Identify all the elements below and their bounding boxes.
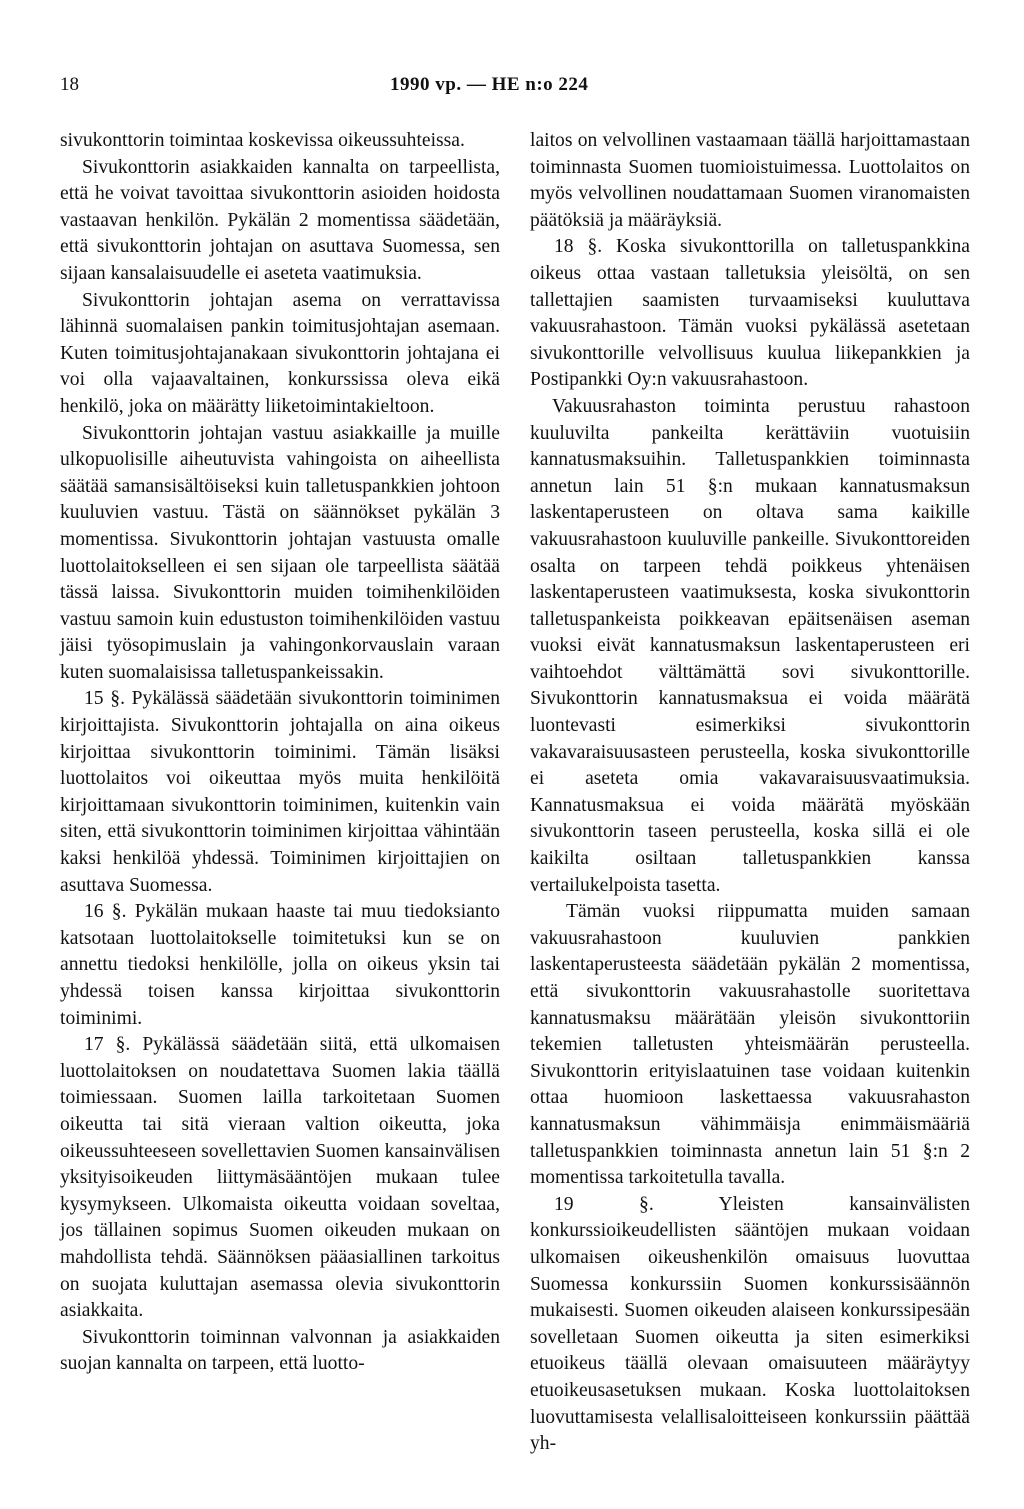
page-header	[60, 74, 980, 104]
left-column	[60, 128, 500, 1378]
paragraph: Tämän vuoksi riippumatta muiden samaan vakuusrahastoon kuuluvien pankkien laskentaperusteesta säädetään pykälän 2 momentissa, että sivukonttorin vakuusrahastolle suoritettava kannatusmaksu määrätään yleisön sivukonttoriin tekemien talletusten yhteismäärän perusteella. Sivukonttorin erityislaatuinen tase voidaan kuitenkin ottaa huomioon laskettaessa vakuusrahaston kannatusmaksun vähimmäisja enimmäismääriä talletuspankkien toiminnasta annetun lain 51 §:n 2 momentissa tarkoitetulla tavalla.	[530, 901, 970, 1189]
paragraph: Vakuusrahaston toiminta perustuu rahastoon kuuluvilta pankeilta kerättäviin vuotuisiin kannatusmaksuihin. Talletuspankkien toiminnasta annetun lain 51 §:n mukaan kannatusmaksun laskentaperusteen on oltava sama kaikille vakuusrahastoon kuuluville pankeille. Sivukonttoreiden osalta on tarpeen tehdä poikkeus yhtenäisen laskentaperusteen vaatimuksesta, koska sivukonttorin talletuspankeista poikkeavan epäitsenäisen aseman vuoksi eivät kannatusmaksun laskentaperusteen eri vaihtoehdot välttämättä sovi sivukonttorille. Sivukonttorin kannatusmaksua ei voida määrätä luontevasti esimerkiksi sivukonttorin vakavaraisuusasteen perusteella, koska sivukonttorille ei aseteta omia vakavaraisuusvaatimuksia. Kannatusmaksua ei voida määrätä myöskään sivukonttorin taseen perusteella, koska sillä ei ole kaikilta osiltaan talletuspankkien kanssa vertailukelpoista tasetta.	[530, 395, 970, 896]
paragraph: laitos on velvollinen vastaamaan täällä harjoittamastaan toiminnasta Suomen tuomioistuimessa. Luottolaitos on myös velvollinen noudattamaan Suomen viranomaisten päätöksiä ja määräyksiä.	[530, 130, 970, 231]
section-paragraph-19: 19 §. Yleisten kansainvälisten konkurssioikeudellisten sääntöjen mukaan voidaan ulkomaisen oikeushenkilön omaisuus luovuttaa Suomessa konkurssiin Suomen konkurssisäännön mukaisesti. Suomen oikeuden alaiseen konkurssipesään sovelletaan Suomen oikeutta ja siten esimerkiksi etuoikeus täällä olevaan omaisuuteen määräytyy etuoikeusasetuksen mukaan. Koska luottolaitoksen luovuttamisesta velallisaloitteiseen konkurssiin päättää yh-	[530, 1193, 970, 1455]
right-column	[530, 128, 970, 1458]
section-paragraph-16: 16 §. Pykälän mukaan haaste tai muu tiedoksianto katsotaan luottolaitokselle toimitetuksi kun se on annettu tiedoksi henkilölle, jolla on oikeus yksin tai yhdessä toisen kanssa kirjoittaa sivukonttorin toiminimi.	[60, 901, 500, 1029]
paragraph: Sivukonttorin johtajan asema on verrattavissa lähinnä suomalaisen pankin toimitusjohtajan asemaan. Kuten toimitusjohtajanakaan sivukonttorin johtajana ei voi olla vajaavaltainen, konkurssissa oleva eikä henkilö, joka on määrätty liiketoimintakieltoon.	[60, 289, 500, 417]
section-paragraph-18: 18 §. Koska sivukonttorilla on talletuspankkina oikeus ottaa vastaan talletuksia yleisöltä, on sen tallettajien saamisten turvaamiseksi kuuluttava vakuusrahastoon. Tämän vuoksi pykälässä asetetaan sivukonttorille velvollisuus kuulua liikepankkien ja Postipankki Oy:n vakuusrahastoon.	[530, 236, 970, 391]
section-paragraph-15: 15 §. Pykälässä säädetään sivukonttorin toiminimen kirjoittajista. Sivukonttorin johtajalla on aina oikeus kirjoittaa sivukonttorin toiminimi. Tämän lisäksi luottolaitos voi oikeuttaa myös muita henkilöitä kirjoittamaan sivukonttorin toiminimen, kuitenkin vain siten, että sivukonttorin toiminimen kirjoittaa vähintään kaksi henkilöä yhdessä. Toiminimen kirjoittajien on asuttava Suomessa.	[60, 688, 500, 896]
paragraph: Sivukonttorin johtajan vastuu asiakkaille ja muille ulkopuolisille aiheutuvista vahingoista on aiheellista säätää samansisältöiseksi kuin talletuspankkien johtoon kuuluvien vastuu. Tästä on säännökset pykälän 3 momentissa. Sivukonttorin johtajan vastuusta omalle luottolaitokselleen ei sen sijaan ole tarpeellista säätää tässä laissa. Sivukonttorin muiden toimihenkilöiden vastuu samoin kuin edustuston toimihenkilöiden vastuu jäisi työsopimuslain ja vahingonkorvauslain varaan kuten suomalaisissa talletuspankeissakin.	[60, 422, 500, 683]
paragraph: sivukonttorin toimintaa koskevissa oikeussuhteissa.	[60, 130, 465, 151]
paragraph: Sivukonttorin asiakkaiden kannalta on tarpeellista, että he voivat tavoittaa sivukonttorin asioiden hoidosta vastaavan henkilön. Pykälän 2 momentissa säädetään, että sivukonttorin johtajan on asuttava Suomessa, sen sijaan kansalaisuudelle ei aseteta vaatimuksia.	[60, 156, 500, 284]
paragraph: Sivukonttorin toiminnan valvonnan ja asiakkaiden suojan kannalta on tarpeen, että luotto-	[60, 1326, 500, 1375]
page-number: 18	[60, 74, 79, 95]
section-paragraph-17: 17 §. Pykälässä säädetään siitä, että ulkomaisen luottolaitoksen on noudatettava Suomen lakia täällä toimiessaan. Suomen lailla tarkoitetaan Suomen oikeutta tai sitä vieraan valtion oikeutta, joka oikeussuhteeseen sovellettavien Suomen kansainvälisen yksityisoikeuden liittymäsääntöjen mukaan tulee kysymykseen. Ulkomaista oikeutta voidaan soveltaa, jos tällainen sopimus Suomen oikeuden mukaan on mahdollista tehdä. Säännöksen pääasiallinen tarkoitus on suojata kuluttajan asemassa olevia sivukonttorin asiakkaita.	[60, 1034, 500, 1322]
running-head: 1990 vp. — HE n:o 224	[390, 74, 589, 95]
